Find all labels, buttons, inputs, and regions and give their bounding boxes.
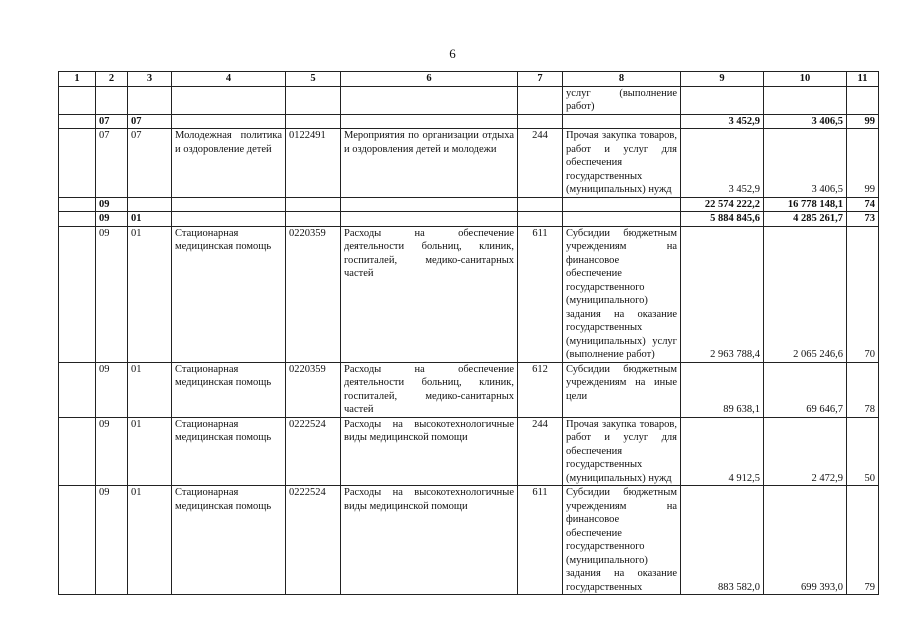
- cell-expense-code: 244: [518, 129, 563, 198]
- cell-blank: [59, 226, 96, 362]
- cell-target-code: 0222524: [286, 486, 341, 595]
- cell-plan: 89 638,1: [681, 362, 764, 417]
- cell-subsection: 01: [128, 362, 172, 417]
- cell-expense-name: услуг (выполнение работ): [563, 86, 681, 114]
- cell-percent: [847, 86, 879, 114]
- cell-blank: [59, 212, 96, 227]
- cell-target-name: Расходы на высокотехнологичные виды медицинской помощи: [341, 417, 518, 486]
- cell-section: 09: [96, 226, 128, 362]
- cell-section: 09: [96, 212, 128, 227]
- cell-subsection: 01: [128, 212, 172, 227]
- cell-section-name: Стационарная медицинская помощь: [172, 362, 286, 417]
- cell-section: 09: [96, 362, 128, 417]
- cell-subsection: 07: [128, 129, 172, 198]
- cell-plan: 3 452,9: [681, 114, 764, 129]
- cell-target-code: [286, 212, 341, 227]
- cell-blank: [59, 114, 96, 129]
- cell-blank: [59, 486, 96, 595]
- budget-table: [58, 71, 879, 595]
- cell-blank: [59, 197, 96, 212]
- col-header: 9: [681, 72, 764, 87]
- col-header: 8: [563, 72, 681, 87]
- table-row: [59, 129, 879, 198]
- cell-section-name: Стационарная медицинская помощь: [172, 417, 286, 486]
- cell-target-name: [341, 212, 518, 227]
- cell-expense-code: 612: [518, 362, 563, 417]
- cell-target-code: 0220359: [286, 226, 341, 362]
- cell-target-name: Мероприятия по организации отдыха и оздоровления детей и молодежи: [341, 129, 518, 198]
- cell-percent: 79: [847, 486, 879, 595]
- cell-target-code: [286, 86, 341, 114]
- table-row: [59, 486, 879, 595]
- cell-target-name: [341, 197, 518, 212]
- cell-plan: 22 574 222,2: [681, 197, 764, 212]
- cell-actual: 69 646,7: [764, 362, 847, 417]
- header-row: [59, 72, 879, 87]
- cell-expense-name: Прочая закупка товаров, работ и услуг для обеспечения государственных (муниципальных) нужд: [563, 129, 681, 198]
- cell-actual: 3 406,5: [764, 114, 847, 129]
- cell-section-name: [172, 212, 286, 227]
- col-header: 7: [518, 72, 563, 87]
- table-row: [59, 417, 879, 486]
- cell-target-name: [341, 114, 518, 129]
- cell-target-code: [286, 197, 341, 212]
- cell-expense-code: [518, 212, 563, 227]
- cell-actual: 4 285 261,7: [764, 212, 847, 227]
- cell-expense-name: [563, 197, 681, 212]
- cell-target-name: Расходы на высокотехнологичные виды медицинской помощи: [341, 486, 518, 595]
- cell-actual: 2 065 246,6: [764, 226, 847, 362]
- col-header: 4: [172, 72, 286, 87]
- cell-section: 09: [96, 197, 128, 212]
- cell-percent: 99: [847, 114, 879, 129]
- cell-expense-name: [563, 212, 681, 227]
- cell-target-code: 0222524: [286, 417, 341, 486]
- col-header: 6: [341, 72, 518, 87]
- table-row: [59, 114, 879, 129]
- cell-expense-name: Субсидии бюджетным учреждениям на иные цели: [563, 362, 681, 417]
- table-row: [59, 197, 879, 212]
- cell-expense-code: [518, 114, 563, 129]
- cell-expense-name: Субсидии бюджетным учреждениям на финансовое обеспечение государственного (муниципального) задания на оказание государственных: [563, 486, 681, 595]
- cell-blank: [59, 417, 96, 486]
- cell-section: [96, 86, 128, 114]
- cell-subsection: 07: [128, 114, 172, 129]
- page-number: 6: [449, 46, 456, 61]
- cell-expense-code: 244: [518, 417, 563, 486]
- cell-actual: [764, 86, 847, 114]
- cell-actual: 2 472,9: [764, 417, 847, 486]
- cell-subsection: 01: [128, 486, 172, 595]
- cell-target-code: 0220359: [286, 362, 341, 417]
- col-header: 10: [764, 72, 847, 87]
- cell-plan: 3 452,9: [681, 129, 764, 198]
- cell-expense-name: [563, 114, 681, 129]
- cell-expense-code: 611: [518, 226, 563, 362]
- col-header: 11: [847, 72, 879, 87]
- col-header: 5: [286, 72, 341, 87]
- cell-blank: [59, 362, 96, 417]
- cell-section-name: Стационарная медицинская помощь: [172, 486, 286, 595]
- cell-expense-code: 611: [518, 486, 563, 595]
- cell-section-name: [172, 197, 286, 212]
- cell-target-name: [341, 86, 518, 114]
- cell-subsection: 01: [128, 417, 172, 486]
- cell-section-name: Стационарная медицинская помощь: [172, 226, 286, 362]
- cell-subsection: [128, 197, 172, 212]
- cell-percent: 99: [847, 129, 879, 198]
- cell-subsection: [128, 86, 172, 114]
- cell-percent: 78: [847, 362, 879, 417]
- cell-section-name: [172, 86, 286, 114]
- table-row: [59, 362, 879, 417]
- cell-plan: 2 963 788,4: [681, 226, 764, 362]
- cell-actual: 16 778 148,1: [764, 197, 847, 212]
- cell-plan: 883 582,0: [681, 486, 764, 595]
- cell-expense-code: [518, 197, 563, 212]
- cell-section: 07: [96, 129, 128, 198]
- cell-plan: 4 912,5: [681, 417, 764, 486]
- table-row: [59, 86, 879, 114]
- cell-expense-name: Субсидии бюджетным учреждениям на финансовое обеспечение государственного (муниципального) задания на оказание государственных (муниципальных) услуг (выполнение работ): [563, 226, 681, 362]
- cell-percent: 74: [847, 197, 879, 212]
- cell-plan: [681, 86, 764, 114]
- cell-section-name: Молодежная политика и оздоровление детей: [172, 129, 286, 198]
- cell-section-name: [172, 114, 286, 129]
- col-header: 2: [96, 72, 128, 87]
- cell-target-code: [286, 114, 341, 129]
- cell-target-name: Расходы на обеспечение деятельности больниц, клиник, госпиталей, медико-санитарных частей: [341, 362, 518, 417]
- cell-blank: [59, 129, 96, 198]
- col-header: 3: [128, 72, 172, 87]
- cell-expense-name: Прочая закупка товаров, работ и услуг для обеспечения государственных (муниципальных) нужд: [563, 417, 681, 486]
- cell-percent: 50: [847, 417, 879, 486]
- cell-target-name: Расходы на обеспечение деятельности больниц, клиник, госпиталей, медико-санитарных частей: [341, 226, 518, 362]
- table-row: [59, 212, 879, 227]
- cell-expense-code: [518, 86, 563, 114]
- cell-section: 07: [96, 114, 128, 129]
- cell-percent: 73: [847, 212, 879, 227]
- cell-section: 09: [96, 486, 128, 595]
- table-row: [59, 226, 879, 362]
- cell-actual: 3 406,5: [764, 129, 847, 198]
- col-header: 1: [59, 72, 96, 87]
- cell-actual: 699 393,0: [764, 486, 847, 595]
- cell-section: 09: [96, 417, 128, 486]
- cell-blank: [59, 86, 96, 114]
- cell-percent: 70: [847, 226, 879, 362]
- cell-plan: 5 884 845,6: [681, 212, 764, 227]
- cell-subsection: 01: [128, 226, 172, 362]
- cell-target-code: 0122491: [286, 129, 341, 198]
